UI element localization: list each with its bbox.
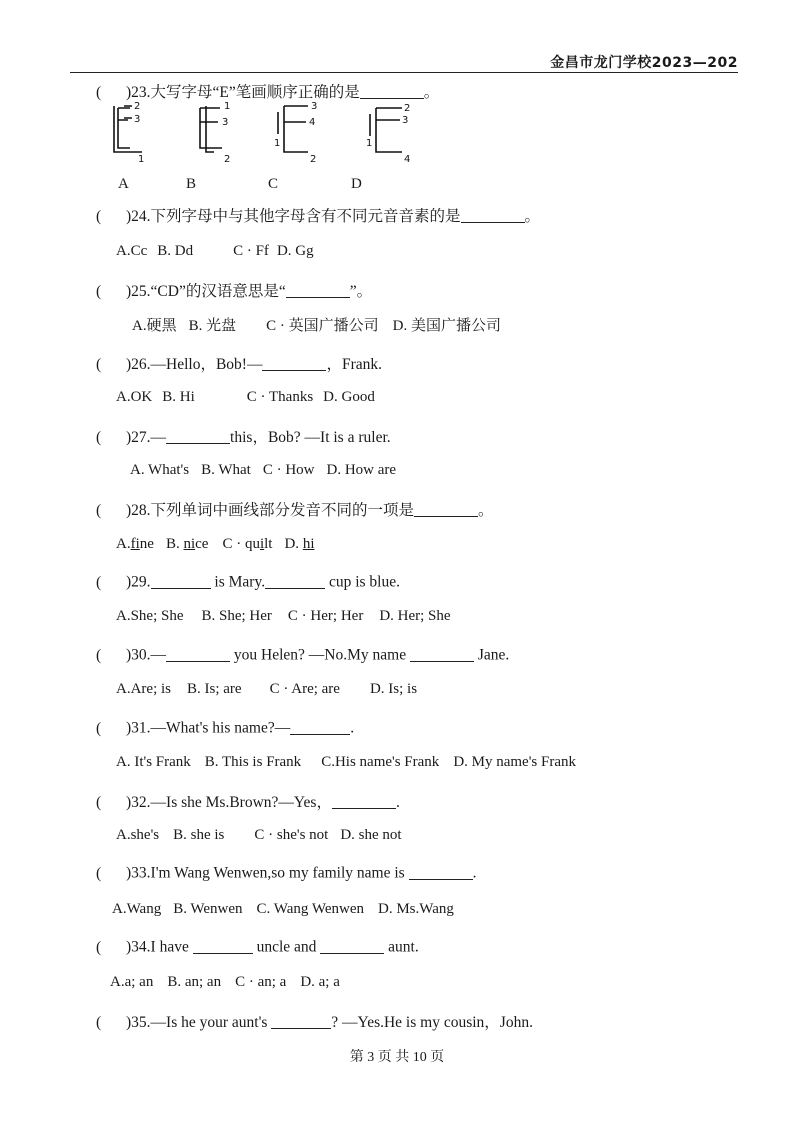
stroke-number: 4	[404, 154, 411, 165]
stroke-number: 3	[134, 114, 141, 125]
answer-blank[interactable]	[151, 572, 211, 589]
option-a[interactable]: A.fine	[116, 536, 154, 552]
answer-blank[interactable]	[360, 83, 424, 100]
answer-blank[interactable]	[410, 645, 474, 662]
question-23: ( )23.大写字母“E”笔画顺序正确的是 。	[96, 84, 440, 101]
option-d[interactable]: D. My name's Frank	[453, 754, 577, 770]
answer-blank[interactable]	[461, 207, 525, 224]
option-label-b[interactable]: B	[186, 176, 197, 192]
option-a[interactable]: A.Are; is	[116, 681, 171, 697]
answer-blank[interactable]	[262, 355, 326, 372]
answer-blank[interactable]	[166, 428, 230, 445]
options-32	[116, 827, 418, 844]
option-d[interactable]: D. Ms.Wang	[377, 901, 454, 917]
stroke-diagram-a	[114, 106, 142, 152]
answer-paren[interactable]: (	[96, 864, 102, 882]
options-31	[116, 754, 592, 771]
option-label-d[interactable]: D	[351, 176, 362, 192]
option-d[interactable]: D. Gg	[276, 243, 314, 259]
stroke-number: 2	[134, 101, 141, 112]
page-footer: 第 3 页 共 10 页	[349, 1050, 445, 1065]
question-35: ( )35.—Is he your aunt's ? —Yes.He is my cousin，John.	[96, 1014, 533, 1031]
option-c[interactable]: C. Wang Wenwen	[256, 901, 364, 917]
stroke-number: 3	[402, 115, 409, 126]
options-28	[116, 536, 330, 553]
stroke-number: 3	[311, 101, 318, 112]
options-34	[110, 974, 356, 991]
option-a[interactable]: A.OK	[116, 389, 153, 405]
option-label-a[interactable]: A	[118, 176, 129, 192]
question-33: ( )33.I'm Wang Wenwen,so my family name is .	[96, 864, 477, 882]
stroke-number: 1	[138, 154, 145, 165]
option-b[interactable]: B. she is	[173, 827, 225, 843]
option-a[interactable]: A.She; She	[116, 608, 184, 624]
option-d[interactable]: D. Her; She	[379, 608, 451, 624]
question-32: ( )32.—Is she Ms.Brown?—Yes， .	[96, 794, 400, 811]
answer-paren[interactable]: (	[96, 429, 102, 446]
question-29: ( )29. is Mary. cup is blue.	[96, 573, 400, 591]
option-c[interactable]: C · Thanks	[246, 389, 314, 405]
answer-blank[interactable]	[265, 572, 325, 589]
answer-paren[interactable]: (	[96, 794, 102, 811]
stroke-number: 2	[310, 154, 317, 165]
stroke-number: 4	[309, 117, 316, 128]
answer-blank[interactable]	[414, 501, 478, 518]
answer-paren[interactable]: (	[96, 719, 102, 737]
option-d[interactable]: D. 美国广播公司	[392, 318, 501, 334]
option-c[interactable]: C · quilt	[222, 536, 273, 552]
answer-paren[interactable]: (	[96, 208, 102, 225]
option-a[interactable]: A.Cc	[116, 243, 148, 259]
answer-paren[interactable]: (	[96, 573, 102, 591]
option-b[interactable]: B. Hi	[162, 389, 195, 405]
answer-paren[interactable]: (	[96, 84, 102, 101]
option-c[interactable]: C · she's not	[254, 827, 329, 843]
option-d[interactable]: D. hi	[284, 536, 315, 552]
option-c[interactable]: C.His name's Frank	[321, 754, 440, 770]
header-school: 金昌市龙门学校2023—202	[550, 55, 738, 71]
answer-blank[interactable]	[320, 937, 384, 954]
answer-paren[interactable]: (	[96, 938, 102, 956]
option-d[interactable]: D. a; a	[300, 974, 340, 990]
options-25	[132, 314, 517, 335]
question-34: ( )34.I have uncle and aunt.	[96, 938, 419, 956]
option-a[interactable]: A. It's Frank	[116, 754, 191, 770]
options-26	[116, 389, 391, 406]
letter-e-stroke-diagrams	[96, 100, 436, 170]
question-24: ( )24.下列字母中与其他字母含有不同元音音素的是 。	[96, 208, 541, 225]
option-d[interactable]: D. How are	[326, 462, 397, 478]
question-30: ( )30.— you Helen? —No.My name Jane.	[96, 646, 510, 664]
answer-blank[interactable]	[271, 1013, 331, 1030]
option-b[interactable]: B. This is Frank	[204, 754, 302, 770]
option-b[interactable]: B. Is; are	[187, 681, 242, 697]
options-24	[116, 243, 330, 260]
option-c[interactable]: C · Her; Her	[287, 608, 364, 624]
option-a[interactable]: A. What's	[130, 462, 190, 478]
stroke-number: 1	[274, 138, 281, 149]
answer-paren[interactable]: (	[96, 283, 102, 300]
option-b[interactable]: B. an; an	[167, 974, 222, 990]
answer-blank[interactable]	[409, 863, 473, 880]
option-d[interactable]: D. Good	[323, 389, 375, 405]
option-a[interactable]: A.硬黑	[132, 318, 177, 334]
answer-blank[interactable]	[290, 718, 350, 735]
options-33	[112, 901, 470, 918]
stroke-diagram-b	[200, 106, 222, 152]
answer-blank[interactable]	[166, 645, 230, 662]
options-29	[116, 608, 467, 625]
answer-blank[interactable]	[193, 937, 253, 954]
option-b[interactable]: B. Wenwen	[173, 901, 243, 917]
stroke-number: 1	[366, 138, 373, 149]
answer-paren[interactable]: (	[96, 502, 102, 519]
option-b[interactable]: B. Dd	[157, 243, 194, 259]
stroke-number: 1	[224, 101, 231, 112]
answer-paren[interactable]: (	[96, 1014, 102, 1031]
option-a[interactable]: A.a; an	[110, 974, 154, 990]
answer-paren[interactable]: (	[96, 356, 102, 373]
answer-blank[interactable]	[332, 793, 396, 810]
options-30	[116, 681, 433, 698]
stroke-number: 2	[404, 103, 411, 114]
question-25: ( )25.“CD”的汉语意思是“ ”。	[96, 283, 373, 300]
question-26: ( )26.—Hello，Bob!— ，Frank.	[96, 356, 383, 373]
answer-blank[interactable]	[286, 282, 350, 299]
header-rule	[70, 72, 738, 73]
stroke-diagram-d	[370, 108, 402, 152]
option-b[interactable]: B. What	[201, 462, 251, 478]
option-d[interactable]: D. she not	[340, 827, 402, 843]
stroke-number: 3	[222, 117, 229, 128]
option-c[interactable]: C · an; a	[235, 974, 287, 990]
question-31: ( )31.—What's his name?— .	[96, 719, 355, 737]
option-c[interactable]: C · 英国广播公司	[266, 318, 379, 334]
question-27: ( )27.— this，Bob? —It is a ruler.	[96, 429, 391, 446]
option-b[interactable]: B. She; Her	[201, 608, 272, 624]
stroke-number: 2	[224, 154, 231, 165]
option-b[interactable]: B. nice	[165, 536, 209, 552]
option-a[interactable]: A.she's	[116, 827, 160, 843]
option-a[interactable]: A.Wang	[112, 901, 162, 917]
option-c[interactable]: C · Are; are	[269, 681, 340, 697]
answer-paren[interactable]: (	[96, 646, 102, 664]
option-c[interactable]: C · How	[262, 462, 315, 478]
option-b[interactable]: B. 光盘	[188, 318, 237, 334]
stroke-diagram-c	[278, 106, 308, 152]
question-28: ( )28.下列单词中画线部分发音不同的一项是 。	[96, 502, 494, 519]
option-c[interactable]: C · Ff	[233, 243, 269, 259]
options-27	[130, 462, 412, 479]
option-label-c[interactable]: C	[268, 176, 279, 192]
option-d[interactable]: D. Is; is	[369, 681, 418, 697]
